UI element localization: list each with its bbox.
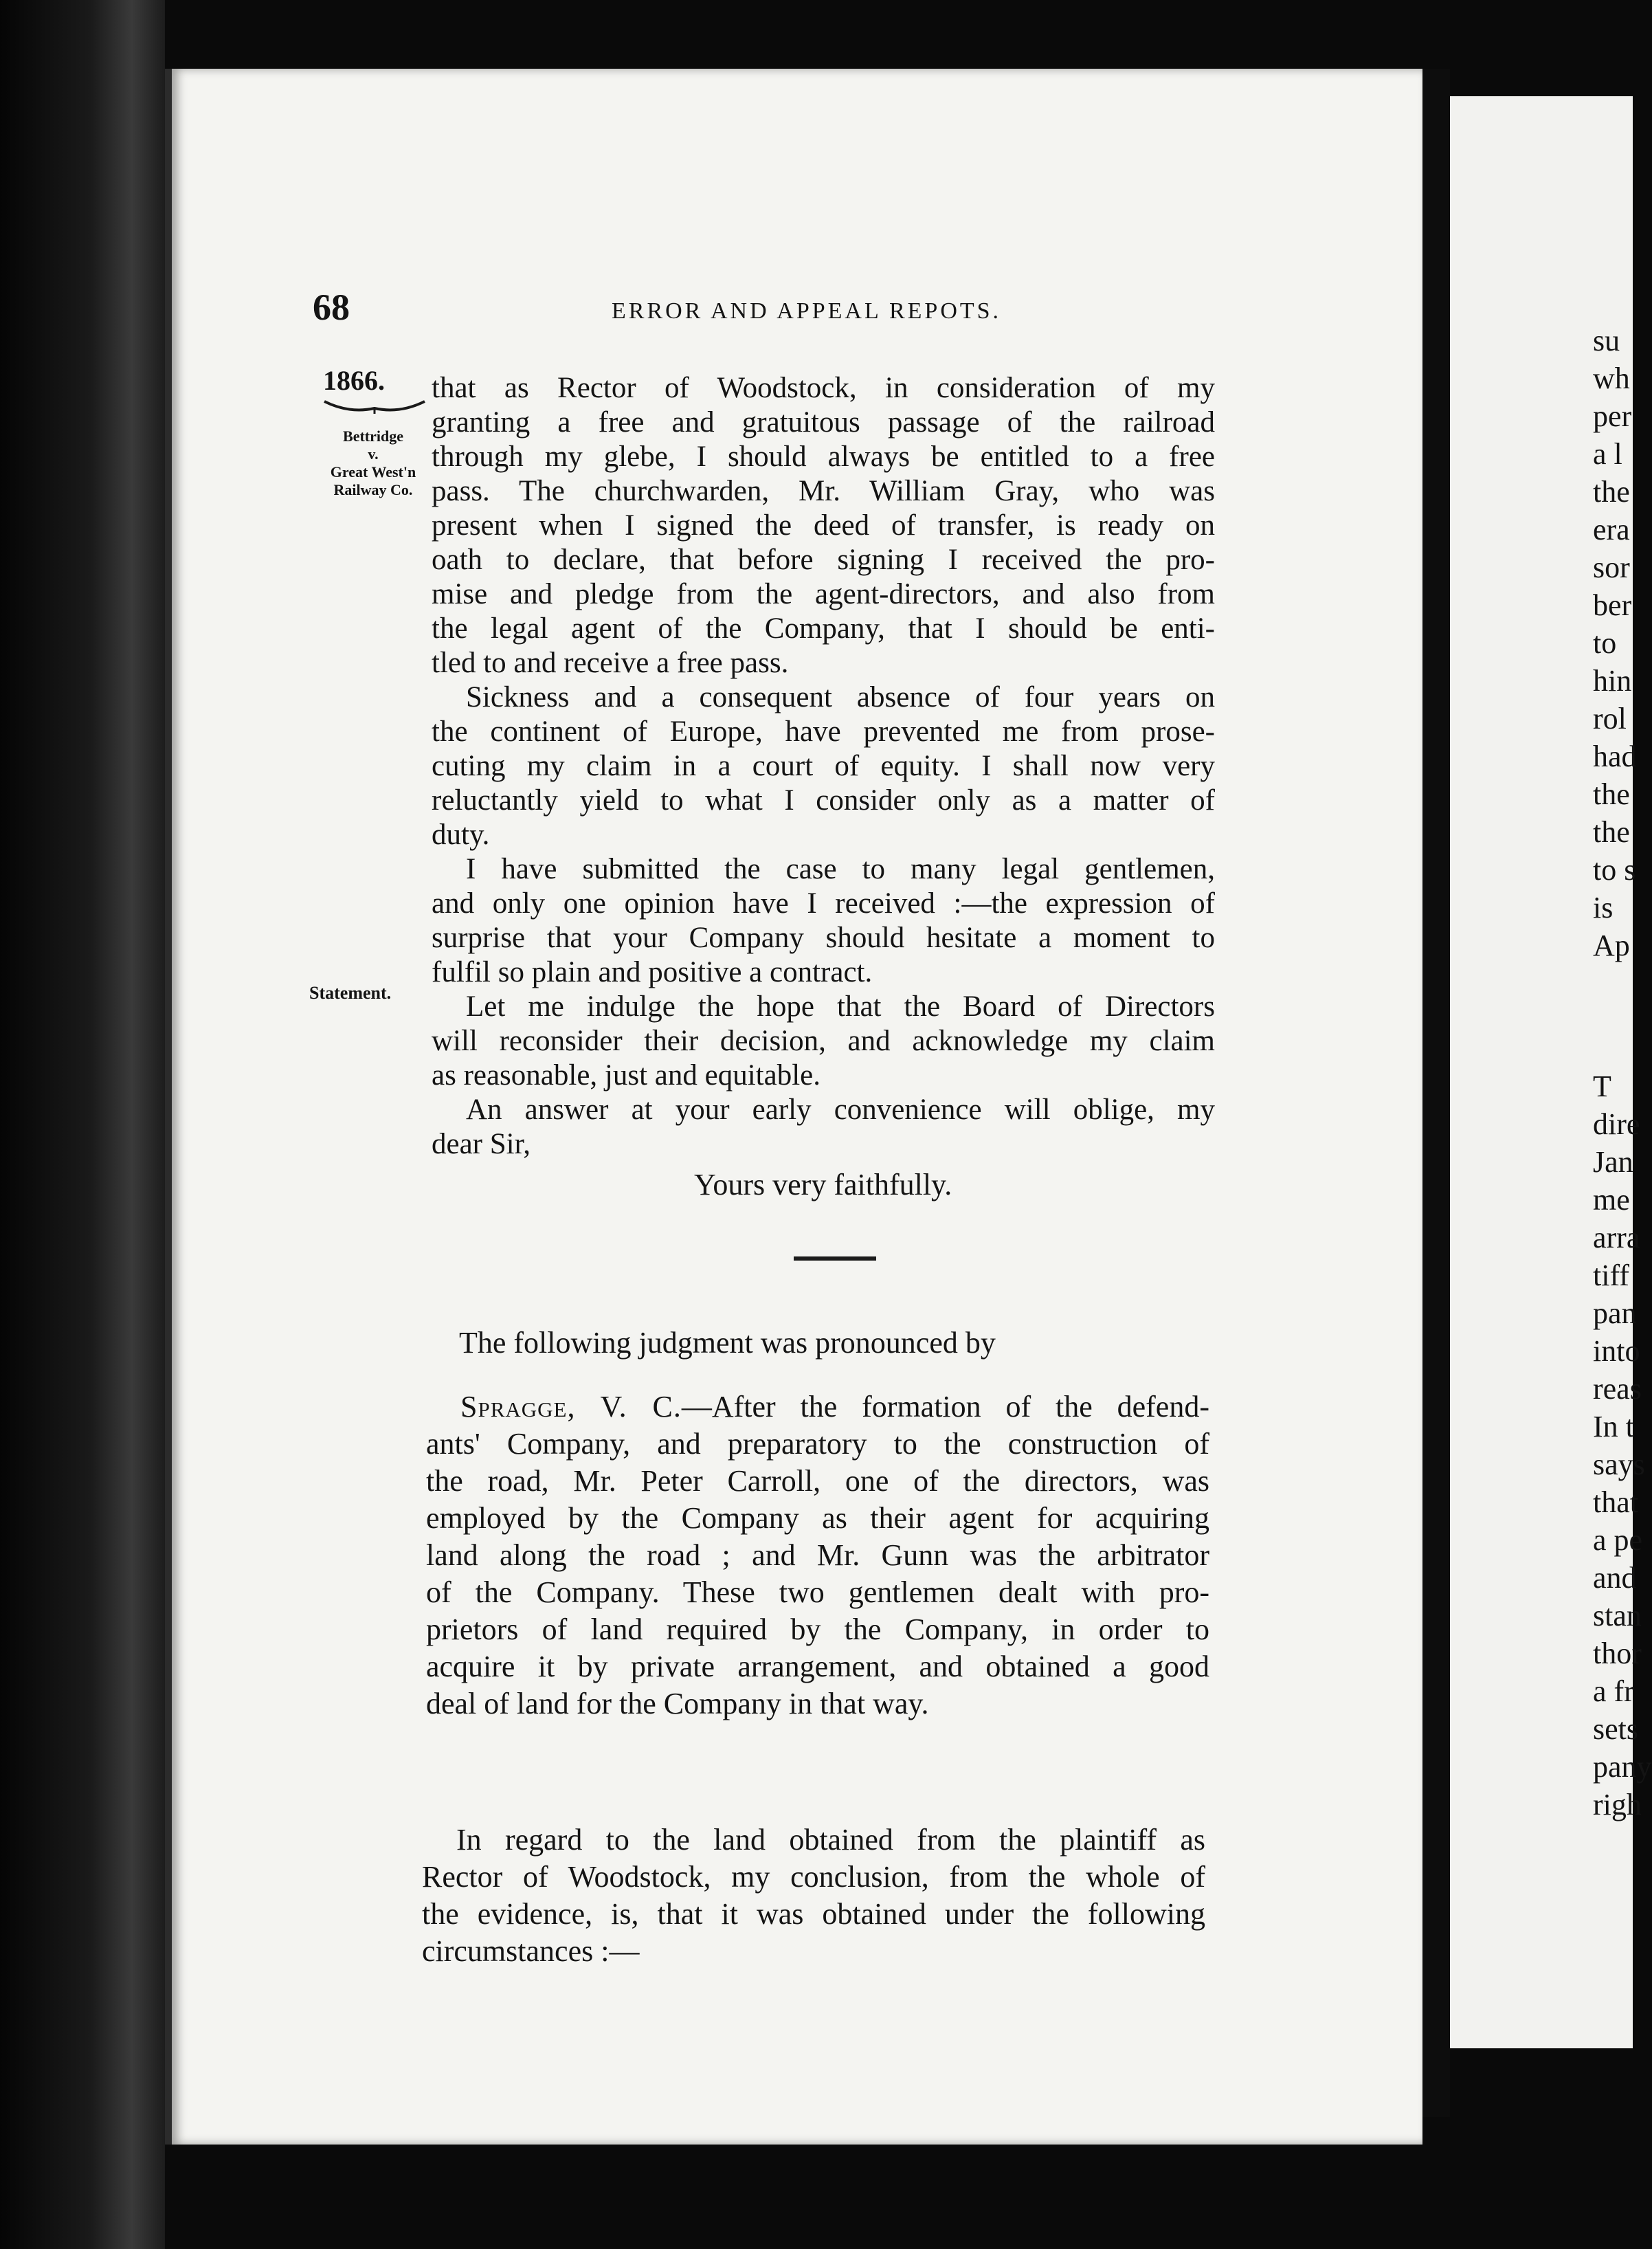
right-page-fragment: thor <box>1593 1637 1642 1670</box>
judgment-line: circumstances :— <box>422 1934 640 1968</box>
judgment-line: of the Company. These two gentlemen dealt with pro- <box>426 1575 1209 1609</box>
judgment-line: Rector of Woodstock, my conclusion, from the whole of <box>422 1860 1205 1894</box>
right-page-fragment: Jan <box>1593 1145 1633 1179</box>
page-gap <box>1422 69 1450 2117</box>
judgment-line: In regard to the land obtained from the plaintiff as <box>456 1823 1205 1857</box>
right-page-fragment: that <box>1593 1485 1638 1519</box>
right-page-fragment: righ <box>1593 1788 1642 1821</box>
letter-text <box>432 371 1215 1162</box>
letter-closing: Yours very faithfully. <box>694 1168 952 1201</box>
judgment-line: deal of land for the Company in that way. <box>426 1687 929 1720</box>
judgment-line: acquire it by private arrangement, and obtained a good <box>426 1650 1209 1683</box>
right-page-fragment: sets <box>1593 1712 1638 1746</box>
letter-line: and only one opinion have I received :—the expression of <box>432 887 1215 920</box>
case-party-1: Bettridge <box>343 428 403 445</box>
right-page-fragment: says <box>1593 1448 1645 1481</box>
right-page-fragment: a l <box>1593 437 1622 471</box>
right-page-fragment: dire <box>1593 1107 1640 1141</box>
right-page-fragment: me <box>1593 1183 1630 1217</box>
judgment-line: the road, Mr. Peter Carroll, one of the directors, was <box>426 1464 1209 1498</box>
right-page-fragment: to s <box>1593 853 1636 887</box>
right-page-fragment: the <box>1593 475 1630 509</box>
case-party-2-cont: Railway Co. <box>333 481 413 498</box>
book-spine <box>0 0 165 2249</box>
letter-line: duty. <box>432 819 490 851</box>
letter-line: through my glebe, I should always be entitled to a free <box>432 441 1215 473</box>
judgment-line <box>426 1388 1209 1426</box>
margin-case-citation <box>308 428 438 499</box>
right-page-fragment: hin <box>1593 664 1632 698</box>
judge-name: Spragge, V. C. <box>460 1390 682 1423</box>
margin-statement-label: Statement. <box>309 983 392 1003</box>
letter-line: mise and pledge from the agent-directors, and also from <box>432 578 1215 610</box>
right-page-fragment: rol <box>1593 702 1627 735</box>
right-page-fragment: su <box>1593 324 1620 357</box>
letter-line: reluctantly yield to what I consider only as a matter of <box>432 784 1215 817</box>
margin-year: 1866. <box>323 365 385 396</box>
letter-line: pass. The churchwarden, Mr. William Gray, who was <box>432 475 1215 507</box>
running-head: ERROR AND APPEAL REPOTS. <box>612 298 1002 324</box>
right-page-fragment: In t <box>1593 1410 1634 1443</box>
right-page-fragment: into <box>1593 1334 1640 1368</box>
brace-glyph <box>323 399 426 417</box>
right-page-fragment: Ap <box>1593 929 1630 962</box>
judgment-line: ants' Company, and preparatory to the construction of <box>426 1427 1209 1461</box>
right-page <box>1450 96 1652 2048</box>
letter-line: Sickness and a consequent absence of four years on <box>466 681 1215 713</box>
right-page-fragment: is <box>1593 891 1614 924</box>
right-page-fragment: pan <box>1593 1296 1637 1330</box>
letter-line: oath to declare, that before signing I received the pro- <box>432 544 1215 576</box>
judgment-line: employed by the Company as their agent for acquiring <box>426 1501 1209 1535</box>
letter-line: the continent of Europe, have prevented me from prose- <box>432 716 1215 748</box>
letter-line: Let me indulge the hope that the Board of Directors <box>466 990 1215 1023</box>
letter-line: dear Sir, <box>432 1128 531 1160</box>
right-page-fragment: per <box>1593 399 1632 433</box>
letter-line: granting a free and gratuitous passage of the railroad <box>432 406 1215 439</box>
judgment-line: the evidence, is, that it was obtained under the following <box>422 1897 1205 1931</box>
right-page-fragment: the <box>1593 777 1630 811</box>
letter-line: tled to and receive a free pass. <box>432 647 789 679</box>
right-page-fragment: to <box>1593 626 1617 660</box>
right-page-fragment: stan <box>1593 1599 1642 1632</box>
judgment-paragraph-1 <box>426 1388 1209 1722</box>
letter-line: the legal agent of the Company, that I should be enti- <box>432 612 1215 645</box>
letter-line: surprise that your Company should hesitate a moment to <box>432 922 1215 954</box>
right-page-fragment: era <box>1593 513 1630 546</box>
judgment-line: land along the road ; and Mr. Gunn was the arbitrator <box>426 1538 1209 1572</box>
letter-line: as reasonable, just and equitable. <box>432 1059 821 1092</box>
section-rule <box>794 1256 876 1261</box>
right-page-fragment: reas <box>1593 1372 1642 1406</box>
page-header <box>313 287 1412 337</box>
judgment-line: prietors of land required by the Company, in order to <box>426 1613 1209 1646</box>
right-page-fragment: the <box>1593 815 1630 849</box>
case-versus: v. <box>368 445 379 463</box>
right-page-fragment: a fr <box>1593 1674 1634 1708</box>
letter-line: I have submitted the case to many legal gentlemen, <box>466 853 1215 885</box>
right-page-fragment: arra <box>1593 1221 1640 1254</box>
judgment-line-text: —After the formation of the defend- <box>681 1390 1209 1423</box>
right-page-fragment: sor <box>1593 551 1630 584</box>
letter-line: cuting my claim in a court of equity. I shall now very <box>432 750 1215 782</box>
right-page-fragment: a pe <box>1593 1523 1643 1557</box>
letter-line: An answer at your early convenience will oblige, my <box>466 1094 1215 1126</box>
right-page-fragment: had <box>1593 740 1637 773</box>
right-page-fragment: ber <box>1593 588 1632 622</box>
right-page-fragment: and <box>1593 1561 1637 1595</box>
right-page-fragment: tiff <box>1593 1259 1629 1292</box>
right-page-fragment: pany <box>1593 1750 1652 1784</box>
letter-line: that as Rector of Woodstock, in consideration of my <box>432 372 1215 404</box>
case-party-2: Great West'n <box>330 463 416 480</box>
letter-line: fulfil so plain and positive a contract. <box>432 956 873 988</box>
letter-line: will reconsider their decision, and acknowledge my claim <box>432 1025 1215 1057</box>
judgment-paragraph-2 <box>422 1821 1205 1970</box>
right-page-fragment: wh <box>1593 362 1630 395</box>
right-page-fragment: T <box>1593 1070 1611 1103</box>
letter-line: present when I signed the deed of transfer, is ready on <box>432 509 1215 542</box>
judgment-intro: The following judgment was pronounced by <box>459 1326 996 1360</box>
page-number: 68 <box>313 287 350 328</box>
